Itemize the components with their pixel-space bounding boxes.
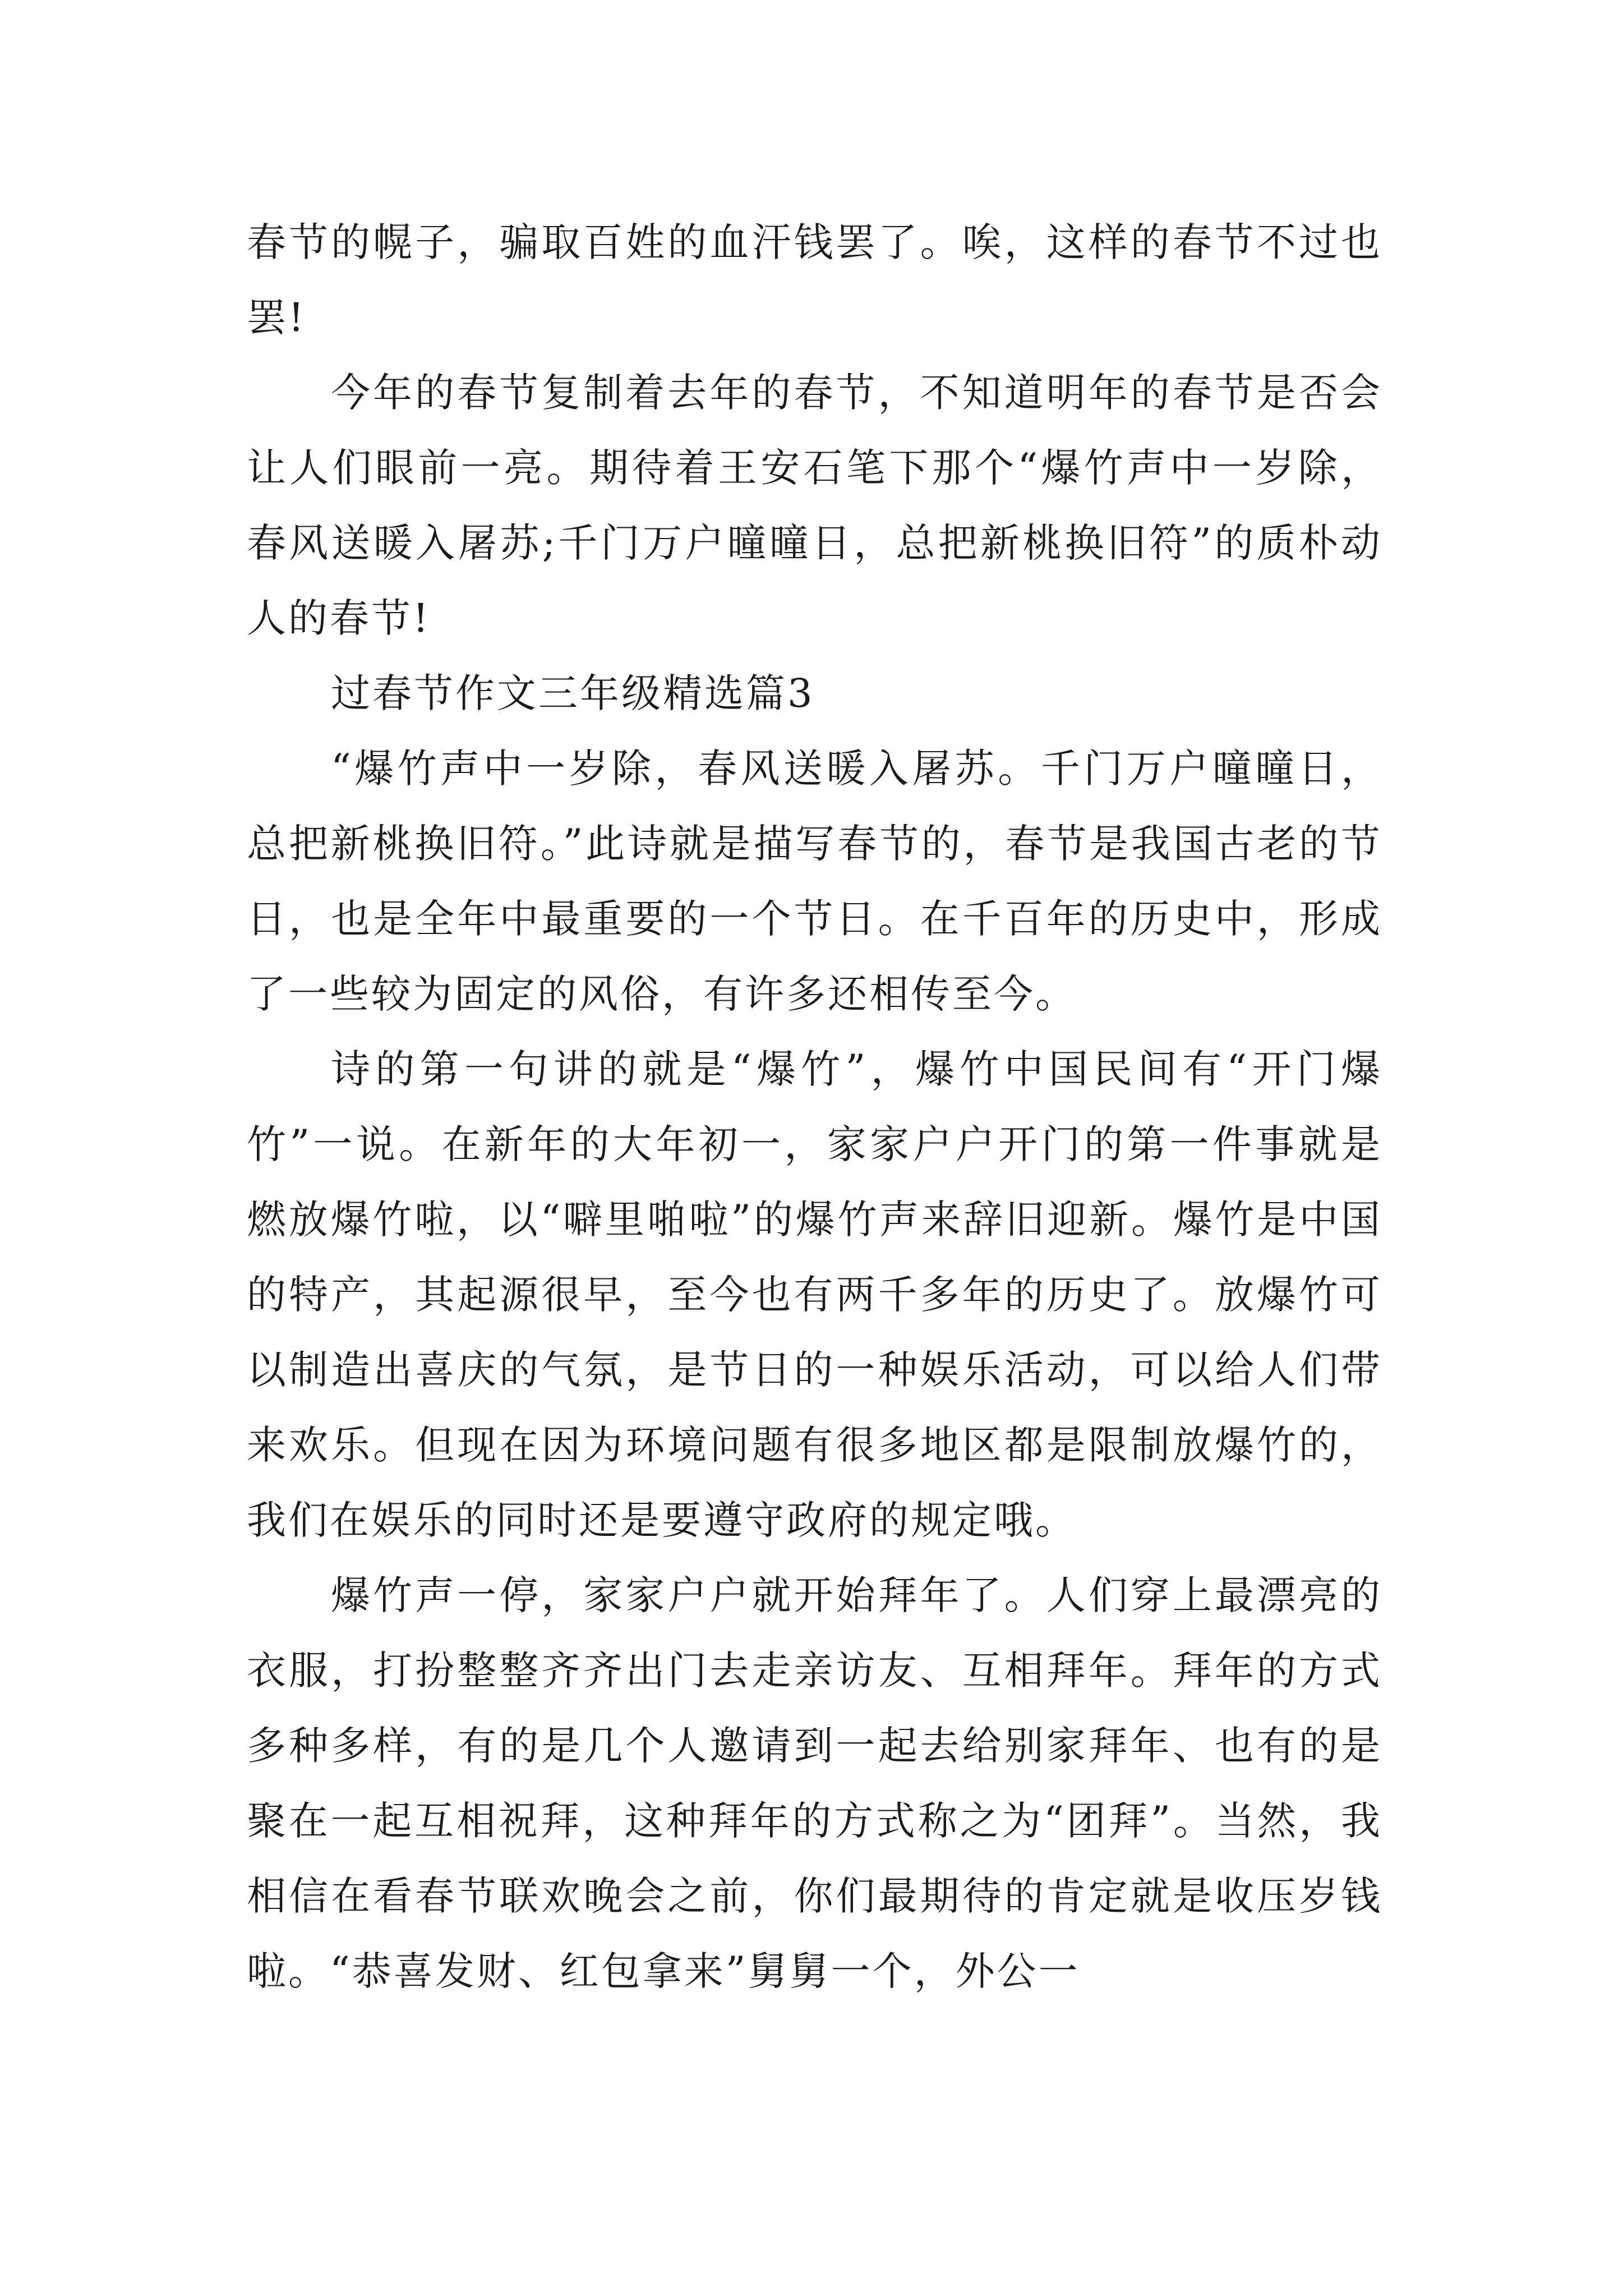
section-heading: 过春节作文三年级精选篇3 — [331, 670, 815, 716]
paragraph: 今年的春节复制着去年的春节，不知道明年的春节是否会让人们眼前一亮。期待着王安石笔下那个“爆竹声中一岁除，春风送暖入屠苏;千门万户曈曈日，总把新桃换旧符”的质朴动人的春节! — [247, 370, 1382, 641]
paragraph: 爆竹声一停，家家户户就开始拜年了。人们穿上最漂亮的衣服，打扮整整齐齐出门去走亲访友、互相拜年。拜年的方式多种多样，有的是几个人邀请到一起去给别家拜年、也有的是聚在一起互相祝拜，这种拜年的方式称之为“团拜”。当然，我相信在看春节联欢晚会之前，你们最期待的肯定就是收压岁钱啦。“恭喜发财、红包拿来”舅舅一个，外公一 — [247, 1572, 1382, 1994]
paragraph: 诗的第一句讲的就是“爆竹”，爆竹中国民间有“开门爆竹”一说。在新年的大年初一，家家户户开门的第一件事就是燃放爆竹啦，以“噼里啪啦”的爆竹声来辞旧迎新。爆竹是中国的特产，其起源很早，至今也有两千多年的历史了。放爆竹可以制造出喜庆的气氛，是节日的一种娱乐活动，可以给人们带来欢乐。但现在因为环境问题有很多地区都是限制放爆竹的，我们在娱乐的同时还是要遵守政府的规定哦。 — [247, 1046, 1382, 1543]
paragraph-continued: 春节的幌子，骗取百姓的血汗钱罢了。唉，这样的春节不过也罢! — [247, 219, 1382, 341]
document-body — [247, 205, 1382, 2009]
paragraph: “爆竹声中一岁除，春风送暖入屠苏。千门万户曈曈日，总把新桃换旧符。”此诗就是描写春节的，春节是我国古老的节日，也是全年中最重要的一个节日。在千百年的历史中，形成了一些较为固定的风俗，有许多还相传至今。 — [247, 746, 1382, 1017]
